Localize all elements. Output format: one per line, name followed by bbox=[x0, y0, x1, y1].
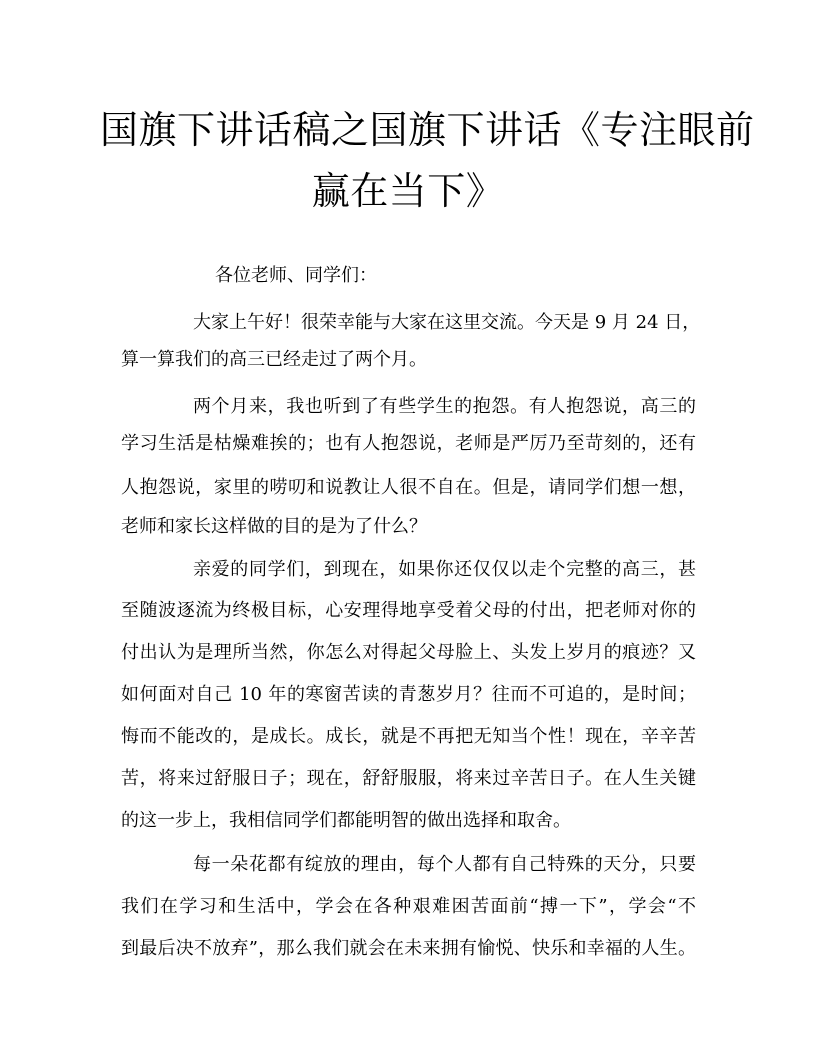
paragraph-3-line-3: 付出认为是理所当然，你怎么对得起父母脸上、头发上岁月的痕迹？又 bbox=[121, 642, 696, 663]
paragraph-4-line-3: 到最后决不放弃”，那么我们就会在未来拥有愉悦、快乐和幸福的人生。 bbox=[121, 938, 696, 959]
paragraph-2-line-1: 两个月来，我也听到了有些学生的抱怨。有人抱怨说，高三的 bbox=[193, 396, 696, 417]
paragraph-4-line-2: 我们在学习和生活中，学会在各种艰难困苦面前“搏一下”，学会“不 bbox=[121, 896, 696, 917]
paragraph-3-line-1: 亲爱的同学们，到现在，如果你还仅仅以走个完整的高三，甚 bbox=[193, 559, 696, 580]
paragraph-3-line-7: 的这一步上，我相信同学们都能明智的做出选择和取舍。 bbox=[121, 810, 571, 831]
paragraph-3-line-4: 如何面对自己 10 年的寒窗苦读的青葱岁月？往而不可追的，是时间； bbox=[121, 684, 696, 705]
paragraph-3-line-5: 悔而不能改的，是成长。成长，就是不再把无知当个性！现在，辛辛苦 bbox=[121, 726, 696, 747]
paragraph-3-line-6: 苦，将来过舒服日子；现在，舒舒服服，将来过辛苦日子。在人生关键 bbox=[121, 768, 696, 789]
paragraph-2-line-3: 人抱怨说，家里的唠叨和说教让人很不自在。但是，请同学们想一想， bbox=[121, 477, 696, 498]
paragraph-1-line-2: 算一算我们的高三已经走过了两个月。 bbox=[121, 349, 427, 370]
paragraph-2-line-2: 学习生活是枯燥难挨的；也有人抱怨说，老师是严厉乃至苛刻的，还有 bbox=[121, 433, 696, 454]
document-title-line-2: 赢在当下》 bbox=[311, 169, 505, 213]
paragraph-1-line-1: 大家上午好！很荣幸能与大家在这里交流。今天是 9 月 24 日， bbox=[193, 312, 701, 333]
document-title-line-1: 国旗下讲话稿之国旗下讲话《专注眼前 bbox=[100, 108, 755, 152]
salutation: 各位老师、同学们： bbox=[215, 265, 377, 286]
paragraph-2-line-4: 老师和家长这样做的目的是为了什么？ bbox=[121, 516, 427, 537]
paragraph-4-line-1: 每一朵花都有绽放的理由，每个人都有自己特殊的天分，只要 bbox=[193, 854, 696, 875]
paragraph-3-line-2: 至随波逐流为终极目标，心安理得地享受着父母的付出，把老师对你的 bbox=[121, 600, 696, 621]
